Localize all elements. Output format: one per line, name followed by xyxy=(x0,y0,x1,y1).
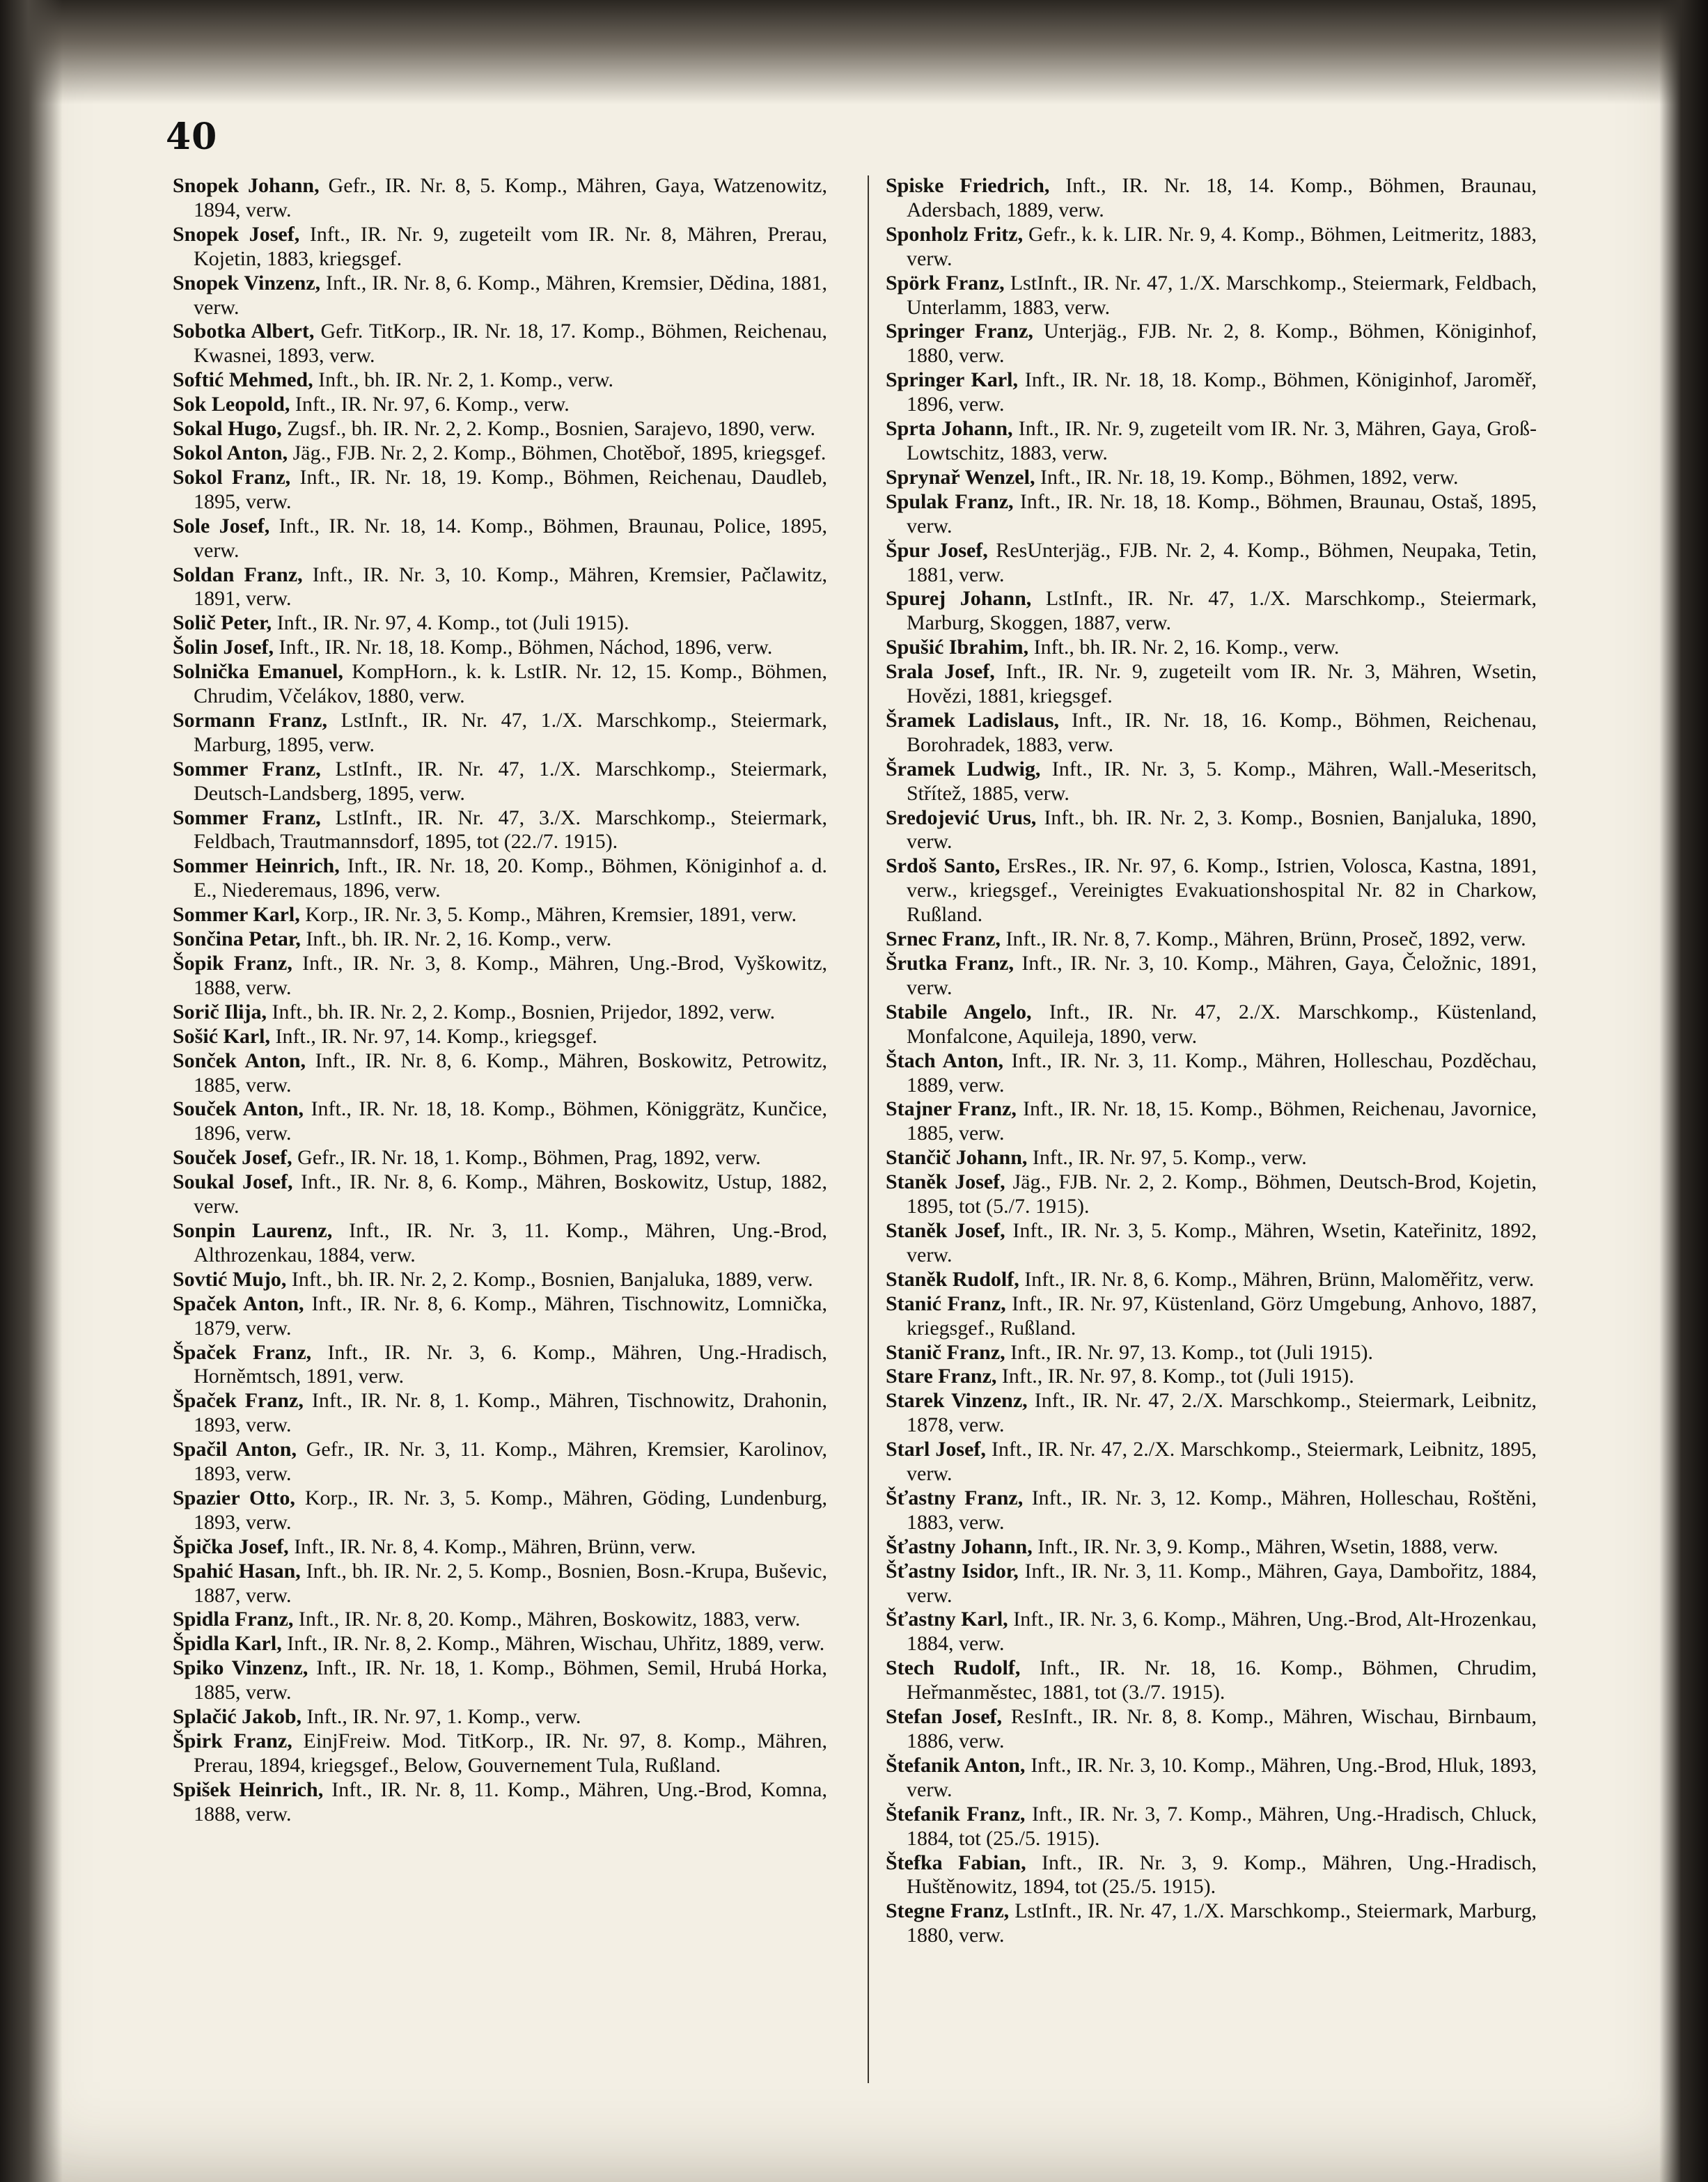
roster-entry xyxy=(173,952,827,1000)
entry-name: Sobotka Albert, xyxy=(173,320,315,343)
entry-details: Inft., IR. Nr. 3, 6. Komp., Mähren, Ung.-Brod, Alt-Hrozenkau, 1884, verw. xyxy=(907,1608,1537,1656)
roster-entry xyxy=(173,758,827,806)
entry-name: Stefan Josef, xyxy=(886,1705,1002,1729)
roster-entry xyxy=(886,490,1537,539)
roster-entry xyxy=(173,1097,827,1146)
roster-entry xyxy=(886,1268,1537,1292)
entry-details: Inft., IR. Nr. 97, 6. Komp., verw. xyxy=(290,393,570,416)
roster-entry xyxy=(173,1560,827,1608)
entry-details: Inft., IR. Nr. 8, 6. Komp., Mähren, Brünn, Maloměřitz, verw. xyxy=(1019,1267,1535,1291)
entry-details: Inft., IR. Nr. 18, 18. Komp., Böhmen, Königgrätz, Kunčice, 1896, verw. xyxy=(194,1097,827,1145)
scan-shadow-right xyxy=(1659,0,1708,2182)
entry-name: Sokol Franz, xyxy=(173,465,291,489)
entry-name: Sošić Karl, xyxy=(173,1024,270,1048)
entry-name: Staněk Josef, xyxy=(886,1218,1005,1242)
roster-entry xyxy=(173,636,827,660)
entry-name: Sommer Franz, xyxy=(173,806,321,829)
entry-name: Spulak Franz, xyxy=(886,489,1014,513)
entry-name: Stabile Angelo, xyxy=(886,1000,1032,1023)
entry-name: Štefanik Franz, xyxy=(886,1802,1026,1826)
entry-details: Inft., IR. Nr. 8, 7. Komp., Mähren, Brünn, Proseč, 1892, verw. xyxy=(1000,927,1526,951)
roster-entry xyxy=(173,1729,827,1778)
entry-name: Spišek Heinrich, xyxy=(173,1777,324,1801)
roster-entry xyxy=(173,1170,827,1219)
entry-details: Inft., IR. Nr. 8, 20. Komp., Mähren, Boskowitz, 1883, verw. xyxy=(293,1608,801,1631)
roster-entry xyxy=(173,174,827,223)
entry-name: Sole Josef, xyxy=(173,514,270,537)
roster-entry xyxy=(173,903,827,927)
roster-entry xyxy=(886,1560,1537,1608)
entry-details: Inft., IR. Nr. 9, zugeteilt vom IR. Nr. 3, Mähren, Wsetin, Hovězi, 1881, kriegsgef. xyxy=(907,660,1537,708)
entry-name: Spušić Ibrahim, xyxy=(886,636,1029,659)
roster-entry xyxy=(886,1535,1537,1560)
entry-details: Inft., IR. Nr. 97, 5. Komp., verw. xyxy=(1027,1146,1307,1170)
roster-entry xyxy=(173,1049,827,1098)
entry-name: Solnička Emanuel, xyxy=(173,660,343,684)
roster-entry xyxy=(886,854,1537,927)
left-column xyxy=(173,174,827,2137)
entry-details: Inft., bh. IR. Nr. 2, 2. Komp., Bosnien, Banjaluka, 1889, verw. xyxy=(286,1267,813,1291)
entry-name: Sorič Ilija, xyxy=(173,1000,267,1023)
entry-details: Inft., IR. Nr. 97, 8. Komp., tot (Juli 1915). xyxy=(996,1365,1354,1388)
roster-entry xyxy=(173,1438,827,1486)
roster-entry xyxy=(886,320,1537,368)
entry-name: Stare Franz, xyxy=(886,1365,997,1388)
entry-name: Šramek Ludwig, xyxy=(886,757,1041,780)
entry-name: Špaček Franz, xyxy=(173,1340,312,1364)
entry-name: Srala Josef, xyxy=(886,660,995,684)
entry-details: Inft., IR. Nr. 18, 16. Komp., Böhmen, Chrudim, Heřmanměstec, 1881, tot (3./7. 1915). xyxy=(907,1656,1537,1704)
entry-details: Inft., IR. Nr. 97, 1. Komp., verw. xyxy=(301,1705,581,1729)
roster-entry xyxy=(886,1389,1537,1438)
entry-details: Inft., IR. Nr. 18, 16. Komp., Böhmen, Reichenau, Borohradek, 1883, verw. xyxy=(907,708,1537,756)
entry-name: Šťastny Karl, xyxy=(886,1608,1008,1631)
right-column xyxy=(886,174,1537,2137)
entry-details: ErsRes., IR. Nr. 97, 6. Komp., Istrien, Volosca, Kastna, 1891, verw., kriegsgef., Vereinigtes Evakuationshospital Nr. 82 in Charkow, Rußland. xyxy=(907,854,1537,927)
entry-name: Sonpin Laurenz, xyxy=(173,1218,333,1242)
entry-details: Inft., IR. Nr. 8, 6. Komp., Mähren, Boskowitz, Ustup, 1882, verw. xyxy=(194,1170,827,1218)
roster-entry xyxy=(886,1851,1537,1900)
roster-entry xyxy=(886,1486,1537,1535)
entry-details: Inft., bh. IR. Nr. 2, 5. Komp., Bosnien, Bosn.-Krupa, Buševic, 1887, verw. xyxy=(194,1559,827,1607)
entry-name: Šťastny Isidor, xyxy=(886,1559,1019,1583)
entry-details: Inft., IR. Nr. 3, 6. Komp., Mähren, Ung.-Hradisch, Horněmtsch, 1891, verw. xyxy=(194,1340,827,1388)
entry-name: Špaček Franz, xyxy=(173,1389,304,1413)
roster-entry xyxy=(886,1656,1537,1705)
entry-details: Inft., IR. Nr. 97, 14. Komp., kriegsgef. xyxy=(270,1024,597,1048)
roster-entry xyxy=(886,1170,1537,1219)
entry-details: Inft., IR. Nr. 18, 18. Komp., Böhmen, Náchod, 1896, verw. xyxy=(274,636,773,659)
entry-name: Srnec Franz, xyxy=(886,927,1001,951)
entry-details: Inft., IR. Nr. 8, 6. Komp., Mähren, Kremsier, Dědina, 1881, verw. xyxy=(194,271,827,319)
entry-name: Snopek Vinzenz, xyxy=(173,271,321,295)
roster-entry xyxy=(173,1025,827,1049)
entry-name: Sovtić Mujo, xyxy=(173,1267,287,1291)
entry-details: Inft., IR. Nr. 3, 8. Komp., Mähren, Ung.-Brod, Vyškowitz, 1888, verw. xyxy=(194,952,828,999)
entry-details: Inft., IR. Nr. 18, 14. Komp., Böhmen, Braunau, Police, 1895, verw. xyxy=(194,514,827,562)
roster-entry xyxy=(173,563,827,612)
entry-name: Starl Josef, xyxy=(886,1438,986,1461)
entry-name: Srdoš Santo, xyxy=(886,854,1001,878)
entry-name: Šramek Ladislaus, xyxy=(886,708,1059,732)
roster-entry xyxy=(173,393,827,417)
entry-name: Snopek Josef, xyxy=(173,222,300,246)
roster-entry xyxy=(173,1656,827,1705)
entry-details: Zugsf., bh. IR. Nr. 2, 2. Komp., Bosnien, Sarajevo, 1890, verw. xyxy=(281,417,816,441)
entry-details: Inft., IR. Nr. 3, 11. Komp., Mähren, Ung.-Brod, Althrozenkau, 1884, verw. xyxy=(194,1218,828,1266)
entry-name: Sprta Johann, xyxy=(886,417,1013,441)
entry-details: Inft., IR. Nr. 97, 4. Komp., tot (Juli 1915). xyxy=(272,611,629,635)
entry-name: Springer Franz, xyxy=(886,320,1033,343)
entry-details: Inft., IR. Nr. 8, 2. Komp., Mähren, Wischau, Uhřitz, 1889, verw. xyxy=(281,1632,825,1656)
entry-details: Inft., IR. Nr. 3, 10. Komp., Mähren, Ung.-Brod, Hluk, 1893, verw. xyxy=(907,1753,1537,1801)
entry-details: LstInft., IR. Nr. 47, 1./X. Marschkomp., Steiermark, Marburg, 1895, verw. xyxy=(194,708,828,756)
entry-name: Stančič Johann, xyxy=(886,1146,1028,1170)
roster-entry xyxy=(173,1341,827,1390)
entry-details: Inft., IR. Nr. 3, 12. Komp., Mähren, Holleschau, Roštěni, 1883, verw. xyxy=(907,1486,1537,1534)
entry-name: Stajner Franz, xyxy=(886,1097,1017,1121)
entry-name: Sončina Petar, xyxy=(173,927,301,951)
entry-name: Špička Josef, xyxy=(173,1535,289,1558)
roster-entry xyxy=(886,1899,1537,1948)
entry-details: KompHorn., k. k. LstIR. Nr. 12, 15. Komp., Böhmen, Chrudim, Včelákov, 1880, verw. xyxy=(194,660,827,708)
roster-entry xyxy=(173,1219,827,1268)
entry-name: Šopik Franz, xyxy=(173,952,292,975)
roster-entry xyxy=(886,1146,1537,1170)
entry-name: Spörk Franz, xyxy=(886,271,1005,295)
roster-entry xyxy=(173,1705,827,1729)
entry-details: Unterjäg., FJB. Nr. 2, 8. Komp., Böhmen, Königinhof, 1880, verw. xyxy=(907,320,1537,368)
entry-details: EinjFreiw. Mod. TitKorp., IR. Nr. 97, 8. Komp., Mähren, Prerau, 1894, kriegsgef., Below, Gouvernement Tula, Rußland. xyxy=(194,1729,827,1777)
roster-entry xyxy=(173,1000,827,1025)
entry-details: Inft., IR. Nr. 18, 20. Komp., Böhmen, Königinhof a. d. E., Niederemaus, 1896, verw. xyxy=(194,854,827,902)
entry-details: LstInft., IR. Nr. 47, 1./X. Marschkomp., Steiermark, Feldbach, Unterlamm, 1883, verw. xyxy=(907,271,1537,319)
roster-entry xyxy=(173,611,827,636)
entry-name: Špirk Franz, xyxy=(173,1729,292,1752)
entry-details: Gefr., IR. Nr. 3, 11. Komp., Mähren, Kremsier, Karolinov, 1893, verw. xyxy=(194,1438,827,1486)
roster-entry xyxy=(173,709,827,758)
roster-entry xyxy=(173,806,827,855)
entry-name: Špur Josef, xyxy=(886,538,988,562)
entry-name: Sommer Karl, xyxy=(173,903,300,927)
entry-name: Spazier Otto, xyxy=(173,1486,295,1509)
entry-details: Inft., bh. IR. Nr. 2, 3. Komp., Bosnien, Banjaluka, 1890, verw. xyxy=(907,806,1537,854)
entry-name: Spahić Hasan, xyxy=(173,1559,301,1583)
roster-entry xyxy=(173,320,827,368)
roster-entry xyxy=(173,368,827,393)
scan-shadow-top xyxy=(0,0,1708,104)
entry-name: Sprynař Wenzel, xyxy=(886,465,1035,489)
entry-details: Inft., IR. Nr. 3, 9. Komp., Mähren, Wsetin, 1888, verw. xyxy=(1032,1535,1498,1558)
entry-name: Soukal Josef, xyxy=(173,1170,293,1194)
roster-entry xyxy=(173,223,827,272)
roster-entry xyxy=(173,1608,827,1632)
entry-name: Staněk Josef, xyxy=(886,1170,1005,1194)
entry-details: Inft., IR. Nr. 8, 6. Komp., Mähren, Boskowitz, Petrowitz, 1885, verw. xyxy=(194,1049,827,1097)
entry-details: Inft., bh. IR. Nr. 2, 16. Komp., verw. xyxy=(1028,636,1340,659)
roster-entry xyxy=(886,952,1537,1000)
roster-entry xyxy=(173,1292,827,1341)
entry-details: Inft., IR. Nr. 18, 18. Komp., Böhmen, Königinhof, Jaroměř, 1896, verw. xyxy=(907,368,1537,416)
entry-name: Štefka Fabian, xyxy=(886,1851,1026,1874)
entry-name: Sponholz Fritz, xyxy=(886,222,1024,246)
roster-entry xyxy=(173,466,827,515)
roster-entry xyxy=(173,417,827,441)
entry-name: Šrutka Franz, xyxy=(886,952,1014,975)
entry-details: Inft., IR. Nr. 47, 2./X. Marschkomp., Steiermark, Leibnitz, 1895, verw. xyxy=(907,1438,1537,1486)
roster-entry xyxy=(886,806,1537,855)
entry-name: Šťastny Johann, xyxy=(886,1535,1033,1558)
entry-details: Inft., IR. Nr. 3, 5. Komp., Mähren, Wsetin, Kateřinitz, 1892, verw. xyxy=(907,1218,1537,1266)
entry-details: Inft., IR. Nr. 18, 14. Komp., Böhmen, Braunau, Adersbach, 1889, verw. xyxy=(907,174,1537,221)
entry-details: Gefr., k. k. LIR. Nr. 9, 4. Komp., Böhmen, Leitmeritz, 1883, verw. xyxy=(907,222,1537,270)
roster-entry xyxy=(886,466,1537,490)
entry-details: Inft., IR. Nr. 47, 2./X. Marschkomp., Küstenland, Monfalcone, Aquileja, 1890, verw. xyxy=(907,1000,1537,1048)
entry-details: Inft., IR. Nr. 8, 6. Komp., Mähren, Tischnowitz, Lomnička, 1879, verw. xyxy=(194,1292,827,1340)
roster-entry xyxy=(886,272,1537,320)
entry-details: Inft., IR. Nr. 9, zugeteilt vom IR. Nr. 3, Mähren, Gaya, Groß-Lowtschitz, 1883, verw. xyxy=(907,417,1537,464)
entry-details: Inft., bh. IR. Nr. 2, 1. Komp., verw. xyxy=(313,368,613,392)
roster-entry xyxy=(886,1754,1537,1803)
entry-name: Solič Peter, xyxy=(173,611,272,635)
entry-name: Stanić Franz, xyxy=(886,1292,1006,1315)
entry-details: Inft., IR. Nr. 3, 5. Komp., Mähren, Wall.-Meseritsch, Střítež, 1885, verw. xyxy=(907,757,1537,805)
entry-name: Souček Anton, xyxy=(173,1097,304,1121)
roster-entry xyxy=(886,1341,1537,1365)
entry-details: Inft., IR. Nr. 3, 10. Komp., Mähren, Gaya, Čeložnic, 1891, verw. xyxy=(907,952,1537,999)
entry-details: Inft., IR. Nr. 18, 19. Komp., Böhmen, Reichenau, Daudleb, 1895, verw. xyxy=(194,465,827,513)
entry-name: Štefanik Anton, xyxy=(886,1753,1026,1777)
roster-entry xyxy=(886,660,1537,709)
roster-entry xyxy=(173,927,827,952)
entry-details: Inft., IR. Nr. 3, 10. Komp., Mähren, Kremsier, Pačlawitz, 1891, verw. xyxy=(194,563,828,611)
roster-entry xyxy=(173,1535,827,1560)
entry-details: LstInft., IR. Nr. 47, 1./X. Marschkomp., Steiermark, Marburg, 1880, verw. xyxy=(907,1899,1537,1947)
roster-entry xyxy=(886,1803,1537,1851)
entry-name: Springer Karl, xyxy=(886,368,1019,392)
entry-details: Inft., IR. Nr. 47, 2./X. Marschkomp., Steiermark, Leibnitz, 1878, verw. xyxy=(907,1389,1537,1437)
entry-name: Špidla Karl, xyxy=(173,1632,282,1656)
roster-entry xyxy=(173,441,827,466)
entry-name: Sokal Hugo, xyxy=(173,417,282,441)
roster-entry xyxy=(886,1438,1537,1486)
roster-entry xyxy=(886,1049,1537,1098)
entry-details: Inft., IR. Nr. 9, zugeteilt vom IR. Nr. 8, Mähren, Prerau, Kojetin, 1883, kriegsgef. xyxy=(194,222,827,270)
entry-name: Sormann Franz, xyxy=(173,708,327,732)
entry-details: Inft., IR. Nr. 18, 15. Komp., Böhmen, Reichenau, Javornice, 1885, verw. xyxy=(907,1097,1537,1145)
entry-details: Korp., IR. Nr. 3, 5. Komp., Mähren, Göding, Lundenburg, 1893, verw. xyxy=(194,1486,827,1534)
entry-name: Soldan Franz, xyxy=(173,563,303,586)
roster-entry xyxy=(173,1632,827,1656)
entry-name: Sonček Anton, xyxy=(173,1049,306,1072)
entry-details: Jäg., FJB. Nr. 2, 2. Komp., Böhmen, Deutsch-Brod, Kojetin, 1895, tot (5./7. 1915). xyxy=(907,1170,1537,1218)
entry-name: Sokol Anton, xyxy=(173,441,288,464)
entry-name: Spaček Anton, xyxy=(173,1292,304,1315)
roster-entry xyxy=(886,417,1537,466)
scan-shadow-left xyxy=(0,0,63,2182)
roster-entry xyxy=(173,854,827,903)
roster-entry xyxy=(173,1268,827,1292)
roster-entry xyxy=(886,539,1537,588)
entry-name: Splačić Jakob, xyxy=(173,1705,302,1729)
entry-name: Spiske Friedrich, xyxy=(886,174,1050,197)
roster-entry xyxy=(886,587,1537,636)
entry-name: Snopek Johann, xyxy=(173,174,320,197)
page-number: 40 xyxy=(166,116,218,158)
column-divider xyxy=(868,175,869,2083)
entry-details: Inft., IR. Nr. 18, 18. Komp., Böhmen, Braunau, Ostaš, 1895, verw. xyxy=(907,489,1537,537)
entry-details: Jäg., FJB. Nr. 2, 2. Komp., Böhmen, Chotěboř, 1895, kriegsgef. xyxy=(288,441,826,464)
entry-details: Inft., IR. Nr. 97, 13. Komp., tot (Juli 1915). xyxy=(1005,1340,1373,1364)
roster-entry xyxy=(173,1389,827,1438)
roster-entry xyxy=(886,927,1537,952)
entry-name: Štach Anton, xyxy=(886,1049,1003,1072)
entry-name: Starek Vinzenz, xyxy=(886,1389,1028,1413)
entry-details: Korp., IR. Nr. 3, 5. Komp., Mähren, Kremsier, 1891, verw. xyxy=(299,903,797,927)
roster-entry xyxy=(173,1778,827,1827)
entry-details: LstInft., IR. Nr. 47, 3./X. Marschkomp., Steiermark, Feldbach, Trautmannsdorf, 1895, tot (22./7. 1915). xyxy=(194,806,827,854)
entry-details: Inft., IR. Nr. 97, Küstenland, Görz Umgebung, Anhovo, 1887, kriegsgef., Rußland. xyxy=(907,1292,1537,1340)
entry-name: Šolin Josef, xyxy=(173,636,274,659)
roster-entry xyxy=(886,1365,1537,1389)
entry-name: Souček Josef, xyxy=(173,1146,292,1170)
entry-details: Inft., IR. Nr. 8, 1. Komp., Mähren, Tischnowitz, Drahonin, 1893, verw. xyxy=(194,1389,828,1437)
entry-name: Šťastny Franz, xyxy=(886,1486,1024,1509)
entry-details: Inft., IR. Nr. 3, 7. Komp., Mähren, Ung.-Hradisch, Chluck, 1884, tot (25./5. 1915). xyxy=(907,1802,1537,1850)
entry-name: Spurej Johann, xyxy=(886,587,1032,611)
entry-name: Spidla Franz, xyxy=(173,1608,294,1631)
roster-entry xyxy=(886,368,1537,417)
roster-entry xyxy=(173,1486,827,1535)
entry-details: Inft., IR. Nr. 3, 11. Komp., Mähren, Gaya, Dambořitz, 1884, verw. xyxy=(907,1559,1537,1607)
entry-details: Inft., IR. Nr. 3, 9. Komp., Mähren, Ung.-Hradisch, Huštěnowitz, 1894, tot (25./5. 1915). xyxy=(907,1851,1537,1899)
entry-details: Inft., bh. IR. Nr. 2, 2. Komp., Bosnien, Prijedor, 1892, verw. xyxy=(267,1000,776,1023)
roster-entry xyxy=(886,758,1537,806)
entry-details: Gefr., IR. Nr. 8, 5. Komp., Mähren, Gaya, Watzenowitz, 1894, verw. xyxy=(194,174,827,221)
roster-entry xyxy=(886,1000,1537,1049)
entry-name: Sommer Heinrich, xyxy=(173,854,340,878)
entry-details: Inft., IR. Nr. 3, 11. Komp., Mähren, Holleschau, Pozděchau, 1889, verw. xyxy=(907,1049,1537,1097)
roster-entry xyxy=(886,223,1537,272)
entry-details: ResInft., IR. Nr. 8, 8. Komp., Mähren, Wischau, Birnbaum, 1886, verw. xyxy=(907,1705,1537,1752)
entry-details: Inft., IR. Nr. 8, 11. Komp., Mähren, Ung.-Brod, Komna, 1888, verw. xyxy=(194,1777,827,1826)
roster-entry xyxy=(173,660,827,709)
roster-entry xyxy=(173,515,827,563)
entry-name: Stanič Franz, xyxy=(886,1340,1005,1364)
entry-name: Spačil Anton, xyxy=(173,1438,297,1461)
entry-details: Inft., IR. Nr. 18, 1. Komp., Böhmen, Semil, Hrubá Horka, 1885, verw. xyxy=(194,1656,827,1704)
roster-entry xyxy=(173,272,827,320)
entry-name: Staněk Rudolf, xyxy=(886,1267,1019,1291)
roster-entry xyxy=(886,1219,1537,1268)
entry-details: Gefr., IR. Nr. 18, 1. Komp., Böhmen, Prag, 1892, verw. xyxy=(292,1146,761,1170)
entry-details: LstInft., IR. Nr. 47, 1./X. Marschkomp., Steiermark, Deutsch-Landsberg, 1895, verw. xyxy=(194,757,827,805)
entry-details: Inft., bh. IR. Nr. 2, 16. Komp., verw. xyxy=(300,927,612,951)
roster-entry xyxy=(173,1146,827,1170)
roster-entry xyxy=(886,174,1537,223)
entry-name: Spiko Vinzenz, xyxy=(173,1656,308,1680)
entry-name: Sredojević Urus, xyxy=(886,806,1037,829)
entry-details: Inft., IR. Nr. 18, 19. Komp., Böhmen, 1892, verw. xyxy=(1035,465,1459,489)
entry-details: Inft., IR. Nr. 8, 4. Komp., Mähren, Brünn, verw. xyxy=(288,1535,696,1558)
entry-name: Softić Mehmed, xyxy=(173,368,313,392)
entry-name: Sommer Franz, xyxy=(173,757,321,780)
entry-name: Sok Leopold, xyxy=(173,393,290,416)
entry-details: ResUnterjäg., FJB. Nr. 2, 4. Komp., Böhmen, Neupaka, Tetin, 1881, verw. xyxy=(907,538,1537,586)
entry-details: LstInft., IR. Nr. 47, 1./X. Marschkomp., Steiermark, Marburg, Skoggen, 1887, verw. xyxy=(907,587,1537,635)
roster-entry xyxy=(886,1608,1537,1656)
roster-entry xyxy=(886,709,1537,758)
entry-details: Gefr. TitKorp., IR. Nr. 18, 17. Komp., Böhmen, Reichenau, Kwasnei, 1893, verw. xyxy=(194,320,827,368)
roster-entry xyxy=(886,636,1537,660)
roster-entry xyxy=(886,1292,1537,1341)
entry-name: Stech Rudolf, xyxy=(886,1656,1021,1680)
entry-name: Stegne Franz, xyxy=(886,1899,1010,1923)
roster-entry xyxy=(886,1705,1537,1754)
roster-entry xyxy=(886,1097,1537,1146)
